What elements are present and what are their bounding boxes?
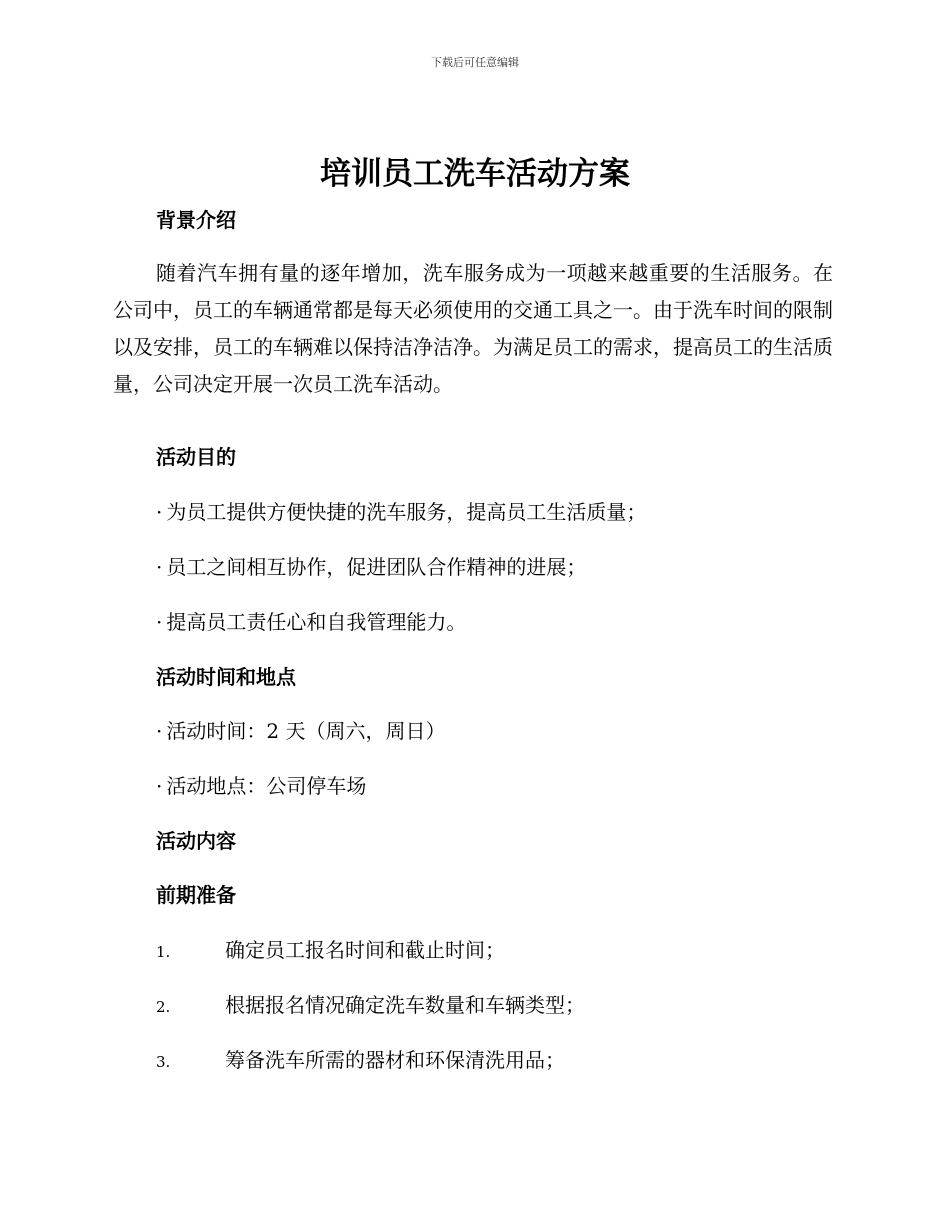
list-item-text: 活动地点：公司停车场 bbox=[166, 774, 367, 798]
bullet-icon: · bbox=[156, 610, 163, 634]
bullet-icon: · bbox=[156, 774, 163, 798]
section-heading-purpose: 活动目的 bbox=[156, 445, 236, 469]
header-note: 下载后可任意编辑 bbox=[431, 56, 519, 69]
item-text: 确定员工报名时间和截止时间； bbox=[225, 938, 505, 962]
item-number: 3. bbox=[156, 1053, 171, 1071]
list-item-text: 为员工提供方便快捷的洗车服务，提高员工生活质量； bbox=[166, 500, 647, 524]
list-item bbox=[156, 772, 366, 800]
list-item bbox=[156, 608, 466, 636]
background-paragraph: 随着汽车拥有量的逐年增加，洗车服务成为一项越来越重要的生活服务。在公司中，员工的车辆通常都是每天必须使用的交通工具之一。由于洗车时间的限制以及安排，员工的车辆难以保持洁净洁净。为满足员工的需求，提高员工的生活质量，公司决定开展一次员工洗车活动。 bbox=[113, 261, 833, 396]
list-item bbox=[156, 553, 586, 581]
list-item bbox=[156, 717, 445, 745]
section-heading-preparation: 前期准备 bbox=[156, 883, 236, 907]
bullet-icon: · bbox=[156, 500, 163, 524]
item-text: 筹备洗车所需的器材和环保清洗用品； bbox=[225, 1048, 565, 1072]
numbered-item bbox=[156, 936, 505, 966]
item-number: 1. bbox=[156, 943, 171, 961]
section-heading-background: 背景介绍 bbox=[156, 208, 236, 232]
numbered-item bbox=[156, 1046, 565, 1076]
list-item-text: 提高员工责任心和自我管理能力。 bbox=[166, 610, 467, 634]
item-text: 根据报名情况确定洗车数量和车辆类型； bbox=[225, 993, 585, 1017]
list-item-text: 员工之间相互协作，促进团队合作精神的进展； bbox=[166, 555, 587, 579]
section-heading-time-place: 活动时间和地点 bbox=[156, 665, 296, 689]
item-number: 2. bbox=[156, 998, 171, 1016]
bullet-icon: · bbox=[156, 555, 163, 579]
list-item bbox=[156, 498, 646, 526]
numbered-item bbox=[156, 991, 585, 1021]
section-heading-content: 活动内容 bbox=[156, 829, 236, 853]
list-item-text: 活动时间：2 天（周六，周日） bbox=[166, 719, 446, 743]
bullet-icon: · bbox=[156, 719, 163, 743]
document-title: 培训员工洗车活动方案 bbox=[320, 156, 630, 192]
